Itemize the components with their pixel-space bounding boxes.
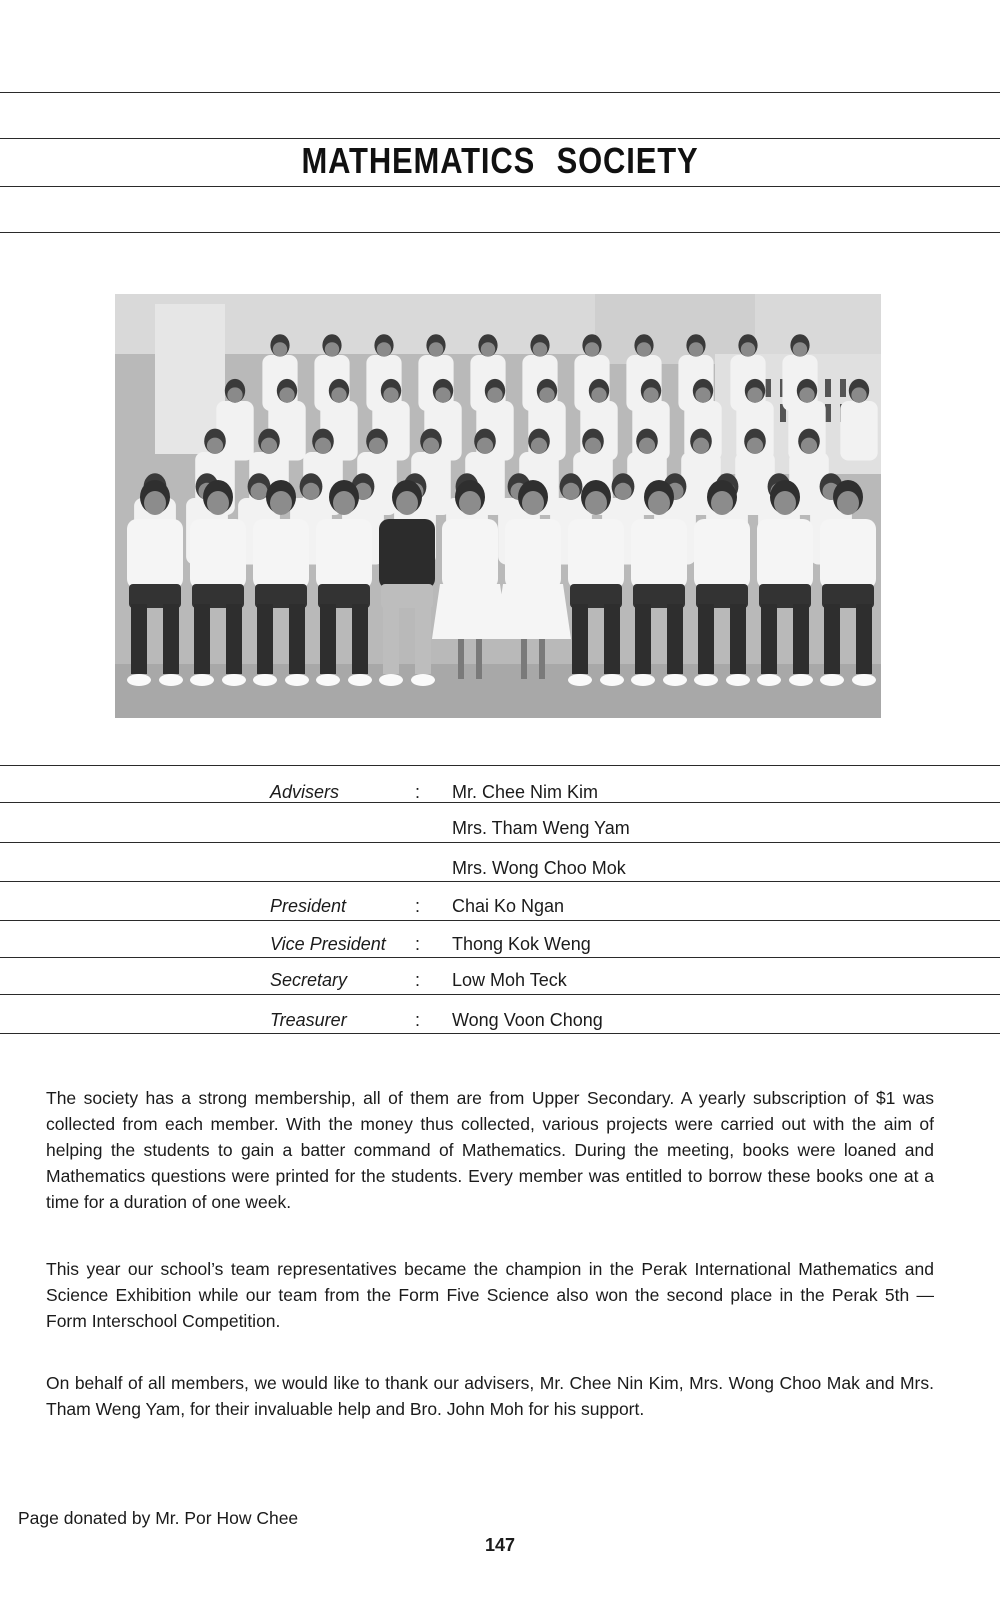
- header-rule: [0, 138, 1000, 139]
- header-rule: [0, 186, 1000, 187]
- group-photo-illustration: [115, 294, 881, 718]
- roster-rule: [0, 765, 1000, 766]
- header-rule: [0, 92, 1000, 93]
- roster-role: President: [270, 896, 347, 916]
- roster-role: Treasurer: [270, 1010, 347, 1030]
- body-paragraph: On behalf of all members, we would like to thank our advisers, Mr. Chee Nin Kim, Mrs. Wong Choo Mak and Mrs. Tham Weng Yam, for their invaluable help and Bro. John Moh for his support.: [46, 1373, 934, 1419]
- roster-colon: :: [415, 934, 421, 954]
- roster-colon: :: [415, 896, 421, 916]
- roster-member-name: Mr. Chee Nim Kim: [452, 782, 599, 802]
- roster-member-name: Mrs. Tham Weng Yam: [452, 818, 630, 838]
- page-title: MATHEMATICS SOCIETY: [301, 140, 699, 181]
- roster-rule: [0, 957, 1000, 958]
- roster-member-name: Low Moh Teck: [452, 970, 567, 990]
- roster-colon: :: [415, 782, 421, 802]
- roster-member-name: Thong Kok Weng: [452, 934, 591, 954]
- roster-rule: [0, 920, 1000, 921]
- page-number: 147: [484, 1535, 516, 1555]
- roster-role: Vice President: [270, 934, 386, 954]
- roster-rule: [0, 994, 1000, 995]
- roster-member-name: Chai Ko Ngan: [452, 896, 565, 916]
- roster-member-name: Mrs. Wong Choo Mok: [452, 858, 626, 878]
- roster-rule: [0, 1033, 1000, 1034]
- body-paragraph: This year our school’s team representatives became the champion in the Perak International Mathematics and Science Exhibition while our team from the Form Five Science also won the second place in the Perak 5th — Form Interschool Competition.: [46, 1259, 934, 1331]
- roster-role: Secretary: [270, 970, 348, 990]
- header-rule: [0, 232, 1000, 233]
- roster-role: Advisers: [270, 782, 340, 802]
- body-paragraph: The society has a strong membership, all of them are from Upper Secondary. A yearly subscription of $1 was collected from each member. With the money thus collected, various projects were carried out with the aim of helping the students to gain a batter command of Mathematics. During the meeting, books were loaned and Mathematics questions were printed for the students. Every member was entitled to borrow these books one at a time for a duration of one week.: [46, 1088, 934, 1212]
- roster-rule: [0, 842, 1000, 843]
- roster-rule: [0, 881, 1000, 882]
- roster-member-name: Wong Voon Chong: [452, 1010, 603, 1030]
- roster-colon: :: [415, 1010, 421, 1030]
- donor-note: Page donated by Mr. Por How Chee: [18, 1508, 299, 1528]
- group-photo: [115, 294, 881, 718]
- roster-colon: :: [415, 970, 421, 990]
